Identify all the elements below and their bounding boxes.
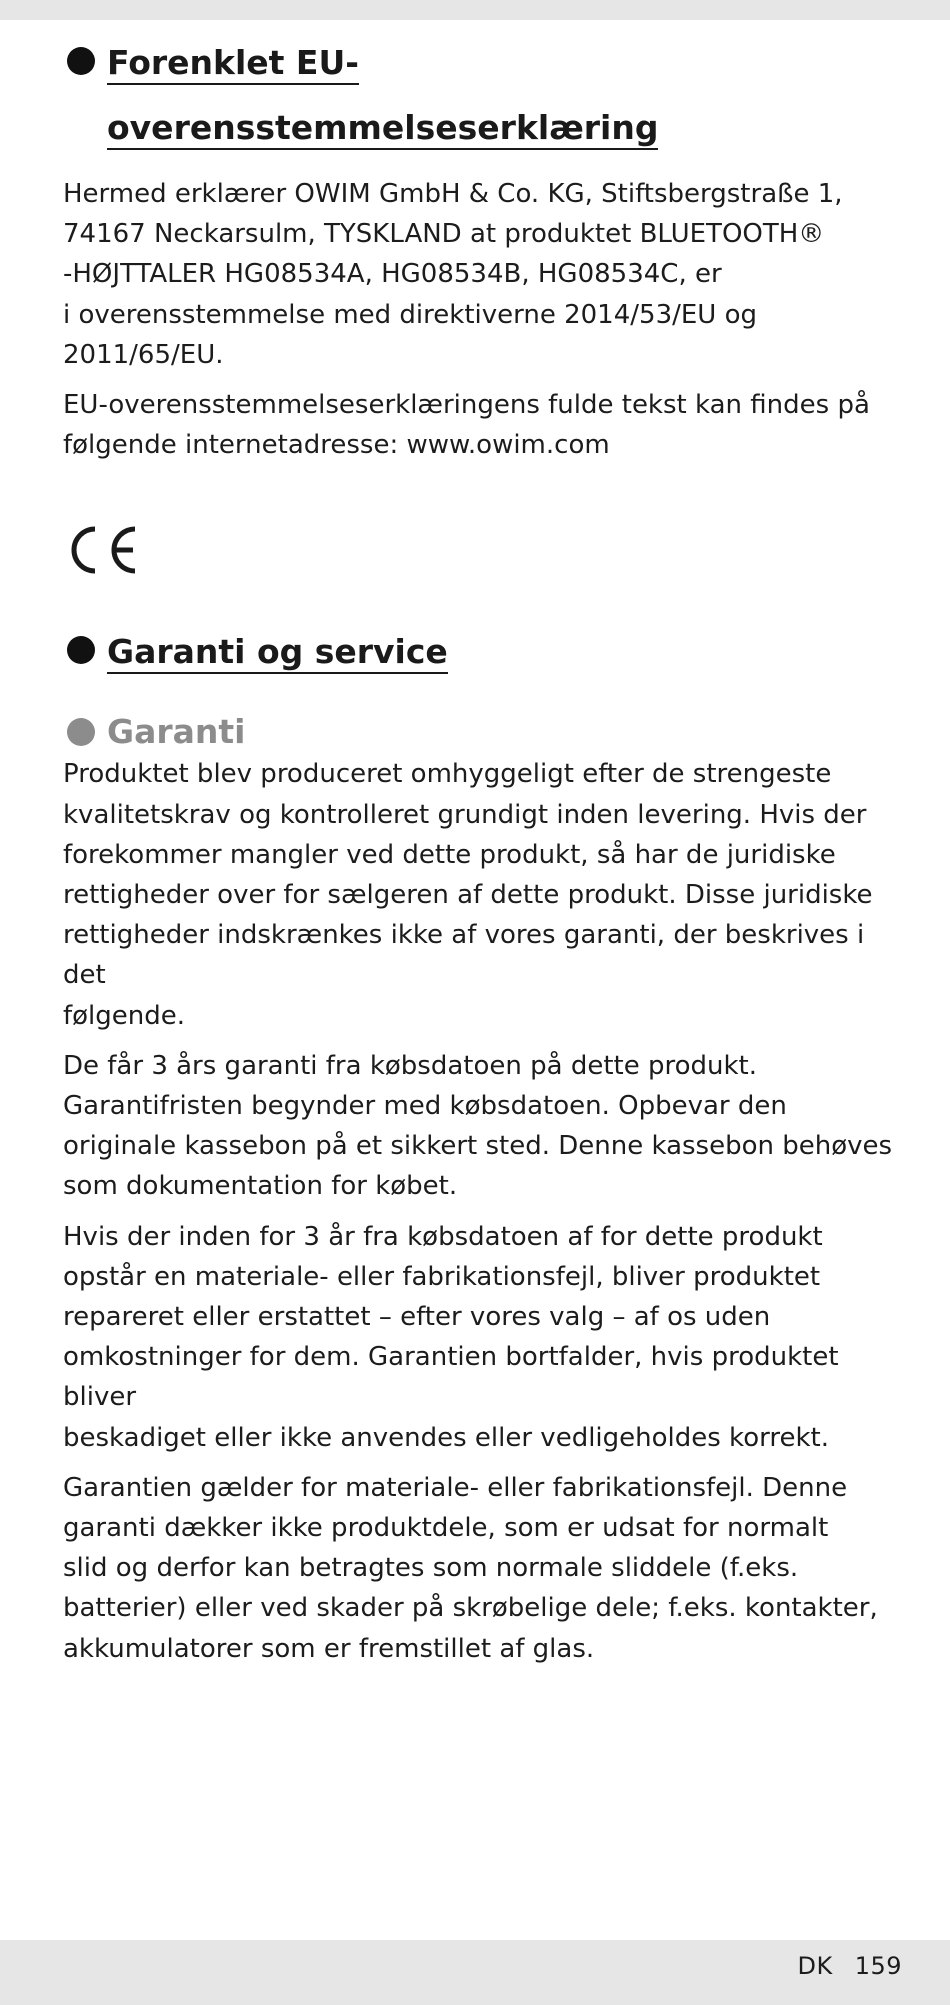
section-heading-warranty-service: [63, 623, 893, 688]
bullet-icon: [67, 718, 95, 746]
subheading-label: Garanti: [107, 712, 246, 752]
footer-language: DK: [797, 1952, 833, 1980]
heading-line: Garanti og service: [107, 632, 448, 674]
heading-line-1: Forenklet EU-: [107, 43, 359, 85]
warranty-paragraph: Produktet blev produceret omhyggeligt efter de strengeste kvalitetskrav og kontrolleret grundigt inden levering. Hvis der forekommer mangler ved dette produkt, så har de juridiske rettigheder over for sælgeren af dette produkt. Disse juridiske rettigheder indskrænkes ikke af vores garanti, der beskrives i det følgende.: [63, 759, 873, 1031]
subheading-warranty: [63, 710, 893, 754]
section-heading-eu-declaration: [63, 34, 893, 164]
bullet-icon: [67, 636, 95, 664]
bullet-icon: [67, 47, 95, 75]
page-content: [63, 34, 893, 1669]
warranty-paragraph: Hvis der inden for 3 år fra købsdatoen af for dette produkt opstår en materiale- eller fabrikationsfejl, bliver produktet repareret eller erstattet – efter vores valg – af os uden omkostninger for dem. Garantien bortfalder, hvis produktet bliver beskadiget eller ikke anvendes eller vedligeholdes korrekt.: [63, 1221, 839, 1453]
warranty-paragraph: Garantien gælder for materiale- eller fabrikationsfejl. Denne garanti dækker ikke produktdele, som er udsat for normalt slid og derfor kan betragtes som normale sliddele (f.eks. batterier) eller ved skader på skrøbelige dele; f.eks. kontakter, akkumulatorer som er fremstillet af glas.: [63, 1472, 878, 1664]
warranty-paragraph: De får 3 års garanti fra købsdatoen på dette produkt. Garantifristen begynder med købsdatoen. Opbevar den originale kassebon på et sikkert sted. Denne kassebon behøves som dokumentation for købet.: [63, 1050, 893, 1202]
page-number: 159: [854, 1952, 902, 1980]
declaration-url-paragraph: EU-overensstemmelseserklæringens fulde tekst kan findes på følgende internetadresse: www.owim.com: [63, 390, 870, 461]
heading-line-2: overensstemmelseserklæring: [107, 108, 658, 150]
declaration-paragraph: Hermed erklærer OWIM GmbH & Co. KG, Stiftsbergstraße 1, 74167 Neckarsulm, TYSKLAND at produktet BLUETOOTH® -HØJTTALER HG08534A, HG08534B, HG08534C, er i overensstemmelse med direktiverne 2014/53/EU og 2011/65/EU.: [63, 179, 843, 370]
top-band: [0, 0, 950, 20]
page-footer: [797, 1952, 902, 1980]
ce-mark-icon: [65, 523, 139, 577]
